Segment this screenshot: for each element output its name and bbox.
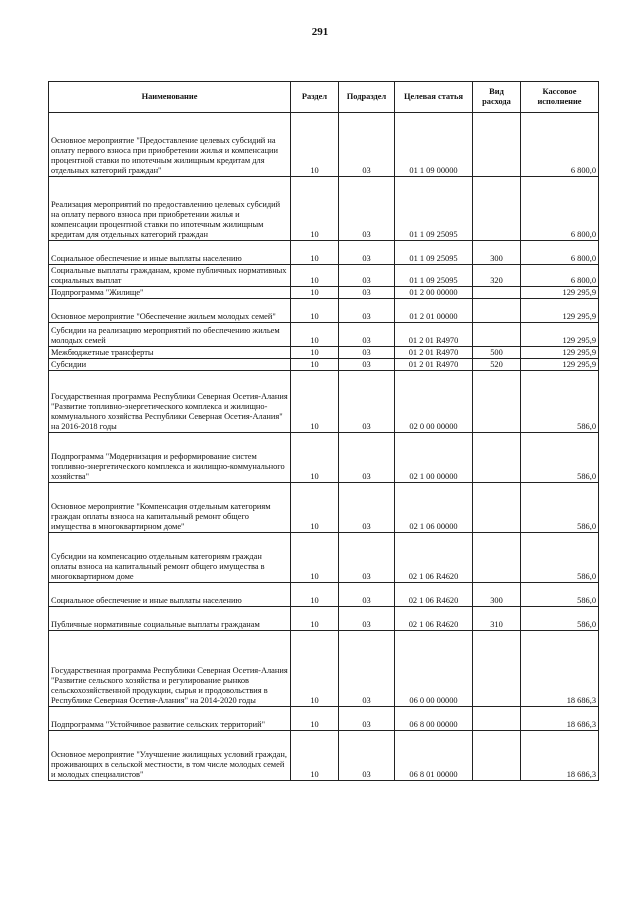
row-expense-type <box>473 433 521 483</box>
row-name: Субсидии <box>49 359 291 371</box>
row-target-article: 01 1 09 25095 <box>395 265 473 287</box>
table-row <box>49 583 599 607</box>
row-expense-type <box>473 371 521 433</box>
table-row <box>49 265 599 287</box>
row-amount: 129 295,9 <box>521 299 599 323</box>
row-subsection: 03 <box>339 299 395 323</box>
row-expense-type: 520 <box>473 359 521 371</box>
header-target-article: Целевая статья <box>395 82 473 113</box>
row-subsection: 03 <box>339 113 395 177</box>
row-section: 10 <box>291 371 339 433</box>
row-amount: 6 800,0 <box>521 265 599 287</box>
row-amount: 18 686,3 <box>521 731 599 781</box>
row-subsection: 03 <box>339 287 395 299</box>
row-expense-type: 300 <box>473 583 521 607</box>
row-target-article: 01 2 01 R4970 <box>395 347 473 359</box>
row-name: Реализация мероприятий по предоставлению целевых субсидий на оплату первого взноса при приобретении жилья и компенсации процентной ставки по ипотечным жилищным кредитам для отдельных категорий граждан <box>49 177 291 241</box>
row-subsection: 03 <box>339 265 395 287</box>
row-subsection: 03 <box>339 607 395 631</box>
row-amount: 129 295,9 <box>521 287 599 299</box>
row-section: 10 <box>291 483 339 533</box>
row-subsection: 03 <box>339 359 395 371</box>
row-section: 10 <box>291 299 339 323</box>
row-expense-type <box>473 177 521 241</box>
row-amount: 586,0 <box>521 483 599 533</box>
page-number: 291 <box>311 26 329 38</box>
table-row <box>49 607 599 631</box>
table-row <box>49 433 599 483</box>
table-header-row <box>49 82 599 113</box>
row-section: 10 <box>291 707 339 731</box>
row-target-article: 01 2 01 00000 <box>395 299 473 323</box>
table-row <box>49 347 599 359</box>
row-target-article: 02 1 06 R4620 <box>395 607 473 631</box>
row-subsection: 03 <box>339 433 395 483</box>
row-amount: 129 295,9 <box>521 359 599 371</box>
row-section: 10 <box>291 359 339 371</box>
row-expense-type: 310 <box>473 607 521 631</box>
header-name: Наименование <box>49 82 291 113</box>
row-amount: 586,0 <box>521 607 599 631</box>
row-subsection: 03 <box>339 177 395 241</box>
row-target-article: 06 8 00 00000 <box>395 707 473 731</box>
row-name: Подпрограмма "Модернизация и реформирование систем топливно-энергетического комплекса и жилищно-коммунального хозяйства" <box>49 433 291 483</box>
row-name: Государственная программа Республики Северная Осетия-Алания "Развитие топливно-энергетического комплекса и жилищно-коммунального хозяйства Республики Северная Осетия-Алания" на 2016-2018 годы <box>49 371 291 433</box>
row-name: Межбюджетные трансферты <box>49 347 291 359</box>
row-section: 10 <box>291 631 339 707</box>
row-expense-type <box>473 533 521 583</box>
row-target-article: 01 1 09 00000 <box>395 113 473 177</box>
row-name: Государственная программа Республики Северная Осетия-Алания "Развитие сельского хозяйства и регулирование рынков сельскохозяйственной продукции, сырья и продовольствия в Республике Северная Осетия-Алания" на 2014-2020 годы <box>49 631 291 707</box>
row-section: 10 <box>291 583 339 607</box>
row-expense-type <box>473 323 521 347</box>
row-name: Публичные нормативные социальные выплаты гражданам <box>49 607 291 631</box>
table-row <box>49 731 599 781</box>
row-target-article: 02 0 00 00000 <box>395 371 473 433</box>
table-row <box>49 359 599 371</box>
row-subsection: 03 <box>339 631 395 707</box>
row-target-article: 06 8 01 00000 <box>395 731 473 781</box>
row-expense-type <box>473 707 521 731</box>
row-expense-type: 300 <box>473 241 521 265</box>
row-amount: 6 800,0 <box>521 241 599 265</box>
row-section: 10 <box>291 533 339 583</box>
row-section: 10 <box>291 607 339 631</box>
table-row <box>49 241 599 265</box>
header-expense-type: Вид расхода <box>473 82 521 113</box>
row-amount: 18 686,3 <box>521 631 599 707</box>
row-name: Субсидии на реализацию мероприятий по обеспечению жильем молодых семей <box>49 323 291 347</box>
row-target-article: 01 2 01 R4970 <box>395 359 473 371</box>
table-row <box>49 323 599 347</box>
row-amount: 6 800,0 <box>521 113 599 177</box>
row-expense-type <box>473 113 521 177</box>
row-amount: 586,0 <box>521 371 599 433</box>
header-subsection: Подраздел <box>339 82 395 113</box>
row-name: Основное мероприятие "Улучшение жилищных условий граждан, проживающих в сельской местности, в том числе молодых семей и молодых специалистов" <box>49 731 291 781</box>
table-row <box>49 177 599 241</box>
row-amount: 129 295,9 <box>521 347 599 359</box>
row-subsection: 03 <box>339 583 395 607</box>
row-name: Субсидии на компенсацию отдельным категориям граждан оплаты взноса на капитальный ремонт общего имущества в многоквартирном доме <box>49 533 291 583</box>
row-expense-type: 320 <box>473 265 521 287</box>
row-name: Социальное обеспечение и иные выплаты населению <box>49 241 291 265</box>
row-amount: 586,0 <box>521 583 599 607</box>
row-target-article: 01 2 01 R4970 <box>395 323 473 347</box>
row-section: 10 <box>291 177 339 241</box>
row-target-article: 01 1 09 25095 <box>395 241 473 265</box>
row-target-article: 02 1 06 R4620 <box>395 583 473 607</box>
row-amount: 6 800,0 <box>521 177 599 241</box>
table-row <box>49 299 599 323</box>
row-target-article: 06 0 00 00000 <box>395 631 473 707</box>
row-target-article: 02 1 06 R4620 <box>395 533 473 583</box>
table-row <box>49 707 599 731</box>
table-row <box>49 371 599 433</box>
table-row <box>49 533 599 583</box>
table-row <box>49 113 599 177</box>
row-section: 10 <box>291 323 339 347</box>
row-target-article: 01 1 09 25095 <box>395 177 473 241</box>
row-amount: 586,0 <box>521 533 599 583</box>
row-amount: 586,0 <box>521 433 599 483</box>
row-expense-type: 500 <box>473 347 521 359</box>
header-cash-execution: Кассовое исполнение <box>521 82 599 113</box>
row-subsection: 03 <box>339 731 395 781</box>
row-section: 10 <box>291 113 339 177</box>
row-expense-type <box>473 731 521 781</box>
row-subsection: 03 <box>339 707 395 731</box>
row-section: 10 <box>291 347 339 359</box>
row-name: Социальные выплаты гражданам, кроме публичных нормативных социальных выплат <box>49 265 291 287</box>
row-subsection: 03 <box>339 241 395 265</box>
row-subsection: 03 <box>339 347 395 359</box>
row-subsection: 03 <box>339 533 395 583</box>
row-name: Основное мероприятие "Компенсация отдельным категориям граждан оплаты взноса на капитальный ремонт общего имущества в многоквартирном доме" <box>49 483 291 533</box>
table-body <box>49 113 599 781</box>
row-expense-type <box>473 483 521 533</box>
row-name: Социальное обеспечение и иные выплаты населению <box>49 583 291 607</box>
row-name: Основное мероприятие "Предоставление целевых субсидий на оплату первого взноса при приобретении жилья и компенсации процентной ставки по ипотечным жилищным кредитам для отдельных категорий граждан" <box>49 113 291 177</box>
row-expense-type <box>473 631 521 707</box>
row-amount: 18 686,3 <box>521 707 599 731</box>
row-section: 10 <box>291 265 339 287</box>
table-row <box>49 287 599 299</box>
row-section: 10 <box>291 731 339 781</box>
row-section: 10 <box>291 241 339 265</box>
row-subsection: 03 <box>339 483 395 533</box>
row-subsection: 03 <box>339 323 395 347</box>
row-subsection: 03 <box>339 371 395 433</box>
row-section: 10 <box>291 287 339 299</box>
row-target-article: 01 2 00 00000 <box>395 287 473 299</box>
row-section: 10 <box>291 433 339 483</box>
row-name: Подпрограмма "Устойчивое развитие сельских территорий" <box>49 707 291 731</box>
row-amount: 129 295,9 <box>521 323 599 347</box>
row-name: Подпрограмма "Жилище" <box>49 287 291 299</box>
header-section: Раздел <box>291 82 339 113</box>
table-row <box>49 631 599 707</box>
row-name: Основное мероприятие "Обеспечение жильем молодых семей" <box>49 299 291 323</box>
row-expense-type <box>473 299 521 323</box>
table-row <box>49 483 599 533</box>
row-expense-type <box>473 287 521 299</box>
row-target-article: 02 1 00 00000 <box>395 433 473 483</box>
row-target-article: 02 1 06 00000 <box>395 483 473 533</box>
budget-execution-table <box>48 81 599 781</box>
